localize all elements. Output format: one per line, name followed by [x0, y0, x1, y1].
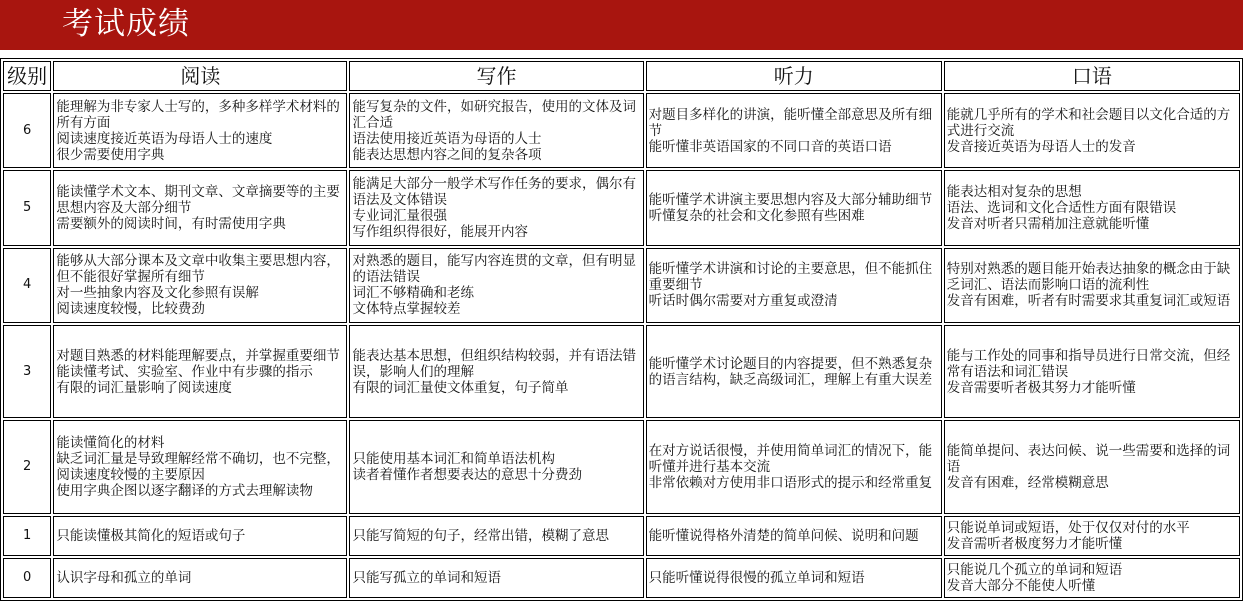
listening-cell: [646, 170, 942, 245]
header-writing: 写作: [349, 61, 643, 91]
reading-cell: [53, 93, 347, 168]
writing-cell: [349, 248, 643, 323]
writing-cell: [349, 325, 643, 418]
cell-line: 能读懂考试、实验室、作业中有步骤的指示: [56, 363, 313, 380]
cell-line: 听懂复杂的社会和文化参照有些困难: [648, 207, 865, 224]
writing-cell: [349, 170, 643, 245]
cell-line: 能听懂学术讲演主要思想内容及大部分辅助细节: [648, 191, 933, 208]
speaking-cell: [944, 170, 1240, 245]
reading-cell: [53, 248, 347, 323]
header-reading: 阅读: [53, 61, 347, 91]
writing-cell: [349, 420, 643, 513]
cell-line: 能写复杂的文件，如研究报告，使用的文体及词汇合适: [352, 98, 636, 131]
cell-line: 发音需听者极度努力才能听懂: [946, 535, 1123, 552]
level-row: [3, 248, 1240, 323]
reading-cell: [53, 420, 347, 513]
level-cell: 3: [3, 325, 51, 418]
speaking-cell: [944, 516, 1240, 556]
cell-line: 对一些抽象内容及文化参照有误解: [56, 285, 259, 302]
cell-line: 能理解为非专家人士写的，多种多样学术材料的所有方面: [56, 98, 340, 131]
cell-line: 听话时偶尔需要对方重复或澄清: [648, 293, 838, 310]
listening-cell: [646, 325, 942, 418]
cell-line: 在对方说话很慢，并使用简单词汇的情况下，能听懂并进行基本交流: [648, 442, 933, 475]
level-row: [3, 420, 1240, 513]
speaking-cell: [944, 420, 1240, 513]
listening-cell: [646, 420, 942, 513]
header-listening: 听力: [646, 61, 942, 91]
level-row: [3, 170, 1240, 245]
cell-line: 能表达基本思想，但组织结构较弱，并有语法错误，影响人们的理解: [352, 347, 636, 380]
cell-line: 能听懂学术讨论题目的内容提要，但不熟悉复杂的语言结构，缺乏高级词汇，理解上有重大误差: [648, 355, 933, 388]
cell-line: 缺乏词汇量是导致理解经常不确切，也不完整，阅读速度较慢的主要原因: [56, 450, 340, 483]
level-row: [3, 325, 1240, 418]
cell-line: 只能说单词或短语，处于仅仅对付的水平: [946, 519, 1190, 536]
cell-line: 很少需要使用字典: [56, 146, 165, 163]
cell-line: 语法、选词和文化合适性方面有限错误: [946, 199, 1177, 216]
cell-line: 特别对熟悉的题目能开始表达抽象的概念由于缺乏词汇、语法而影响口语的流利性: [946, 261, 1231, 294]
cell-line: 能表达思想内容之间的复杂各项: [352, 146, 542, 163]
title-banner: [0, 0, 1243, 50]
level-cell: 0: [3, 558, 51, 598]
cell-line: 写作组织得很好，能展开内容: [352, 223, 528, 240]
reading-cell: [53, 516, 347, 556]
header-speaking: 口语: [944, 61, 1240, 91]
header-row: [3, 61, 1240, 91]
cell-line: 对熟悉的题目，能写内容连贯的文章，但有明显的语法错误: [352, 253, 636, 286]
listening-cell: [646, 558, 942, 598]
cell-line: 发音接近英语为母语人士的发音: [946, 138, 1136, 155]
level-row: [3, 558, 1240, 598]
reading-cell: [53, 170, 347, 245]
cell-line: 对题目多样化的讲演，能听懂全部意思及所有细节: [648, 106, 933, 139]
cell-line: 发音对听者只需稍加注意就能听懂: [946, 215, 1150, 232]
cell-line: 发音有困难，经常模糊意思: [946, 474, 1109, 491]
level-cell: 5: [3, 170, 51, 245]
cell-line: 能听懂非英语国家的不同口音的英语口语: [648, 138, 892, 155]
cell-line: 发音大部分不能使人听懂: [946, 577, 1096, 594]
level-cell: 1: [3, 516, 51, 556]
cell-line: 阅读速度接近英语为母语人士的速度: [56, 130, 273, 147]
cell-line: 读者着懂作者想要表达的意思十分费劲: [352, 466, 582, 483]
speaking-cell: [944, 248, 1240, 323]
cell-line: 能听懂说得格外清楚的简单问候、说明和问题: [648, 527, 919, 544]
level-row: [3, 93, 1240, 168]
listening-cell: [646, 248, 942, 323]
score-table-wrapper: [0, 58, 1243, 601]
reading-cell: [53, 325, 347, 418]
cell-line: 专业词汇量很强: [352, 207, 447, 224]
writing-cell: [349, 558, 643, 598]
cell-line: 认识字母和孤立的单词: [56, 569, 192, 586]
cell-line: 需要额外的阅读时间，有时需使用字典: [56, 215, 286, 232]
cell-line: 能够从大部分课本及文章中收集主要思想内容，但不能很好掌握所有细节: [56, 253, 340, 286]
cell-line: 只能使用基本词汇和简单语法机构: [352, 450, 555, 467]
cell-line: 只能写孤立的单词和短语: [352, 569, 501, 586]
cell-line: 能就几乎所有的学术和社会题目以文化合适的方式进行交流: [946, 106, 1231, 139]
level-cell: 6: [3, 93, 51, 168]
cell-line: 对题目熟悉的材料能理解要点，并掌握重要细节: [56, 347, 340, 364]
cell-line: 阅读速度较慢，比较费劲: [56, 301, 205, 318]
cell-line: 能读懂简化的材料: [56, 434, 165, 451]
level-cell: 4: [3, 248, 51, 323]
cell-line: 只能写简短的句子，经常出错，模糊了意思: [352, 527, 609, 544]
cell-line: 文体特点掌握较差: [352, 301, 461, 318]
listening-cell: [646, 93, 942, 168]
cell-line: 只能听懂说得很慢的孤立单词和短语: [648, 569, 865, 586]
cell-line: 使用字典企图以逐字翻译的方式去理解读物: [56, 482, 313, 499]
cell-line: 发音有困难，听者有时需要求其重复词汇或短语: [946, 293, 1231, 310]
cell-line: 有限的词汇量使文体重复，句子简单: [352, 379, 569, 396]
speaking-cell: [944, 93, 1240, 168]
listening-cell: [646, 516, 942, 556]
header-level: 级别: [3, 61, 51, 91]
page-title: 考试成绩: [62, 6, 190, 42]
score-table: [0, 58, 1243, 601]
cell-line: 能表达相对复杂的思想: [946, 183, 1082, 200]
cell-line: 能读懂学术文本、期刊文章、文章摘要等的主要思想内容及大部分细节: [56, 183, 340, 216]
cell-line: 只能读懂极其简化的短语或句子: [56, 527, 246, 544]
reading-cell: [53, 558, 347, 598]
cell-line: 有限的词汇量影响了阅读速度: [56, 379, 232, 396]
cell-line: 词汇不够精确和老练: [352, 285, 474, 302]
writing-cell: [349, 93, 643, 168]
speaking-cell: [944, 558, 1240, 598]
cell-line: 能与工作处的同事和指导员进行日常交流，但经常有语法和词汇错误: [946, 347, 1231, 380]
writing-cell: [349, 516, 643, 556]
speaking-cell: [944, 325, 1240, 418]
cell-line: 语法使用接近英语为母语的人士: [352, 130, 542, 147]
level-cell: 2: [3, 420, 51, 513]
cell-line: 只能说几个孤立的单词和短语: [946, 561, 1123, 578]
cell-line: 能满足大部分一般学术写作任务的要求，偶尔有语法及文体错误: [352, 175, 636, 208]
cell-line: 发音需要听者极其努力才能听懂: [946, 379, 1136, 396]
cell-line: 能简单提问、表达问候、说一些需要和选择的词语: [946, 442, 1231, 475]
level-row: [3, 516, 1240, 556]
cell-line: 非常依赖对方使用非口语形式的提示和经常重复: [648, 474, 933, 491]
cell-line: 能听懂学术讲演和讨论的主要意思，但不能抓住重要细节: [648, 261, 933, 294]
